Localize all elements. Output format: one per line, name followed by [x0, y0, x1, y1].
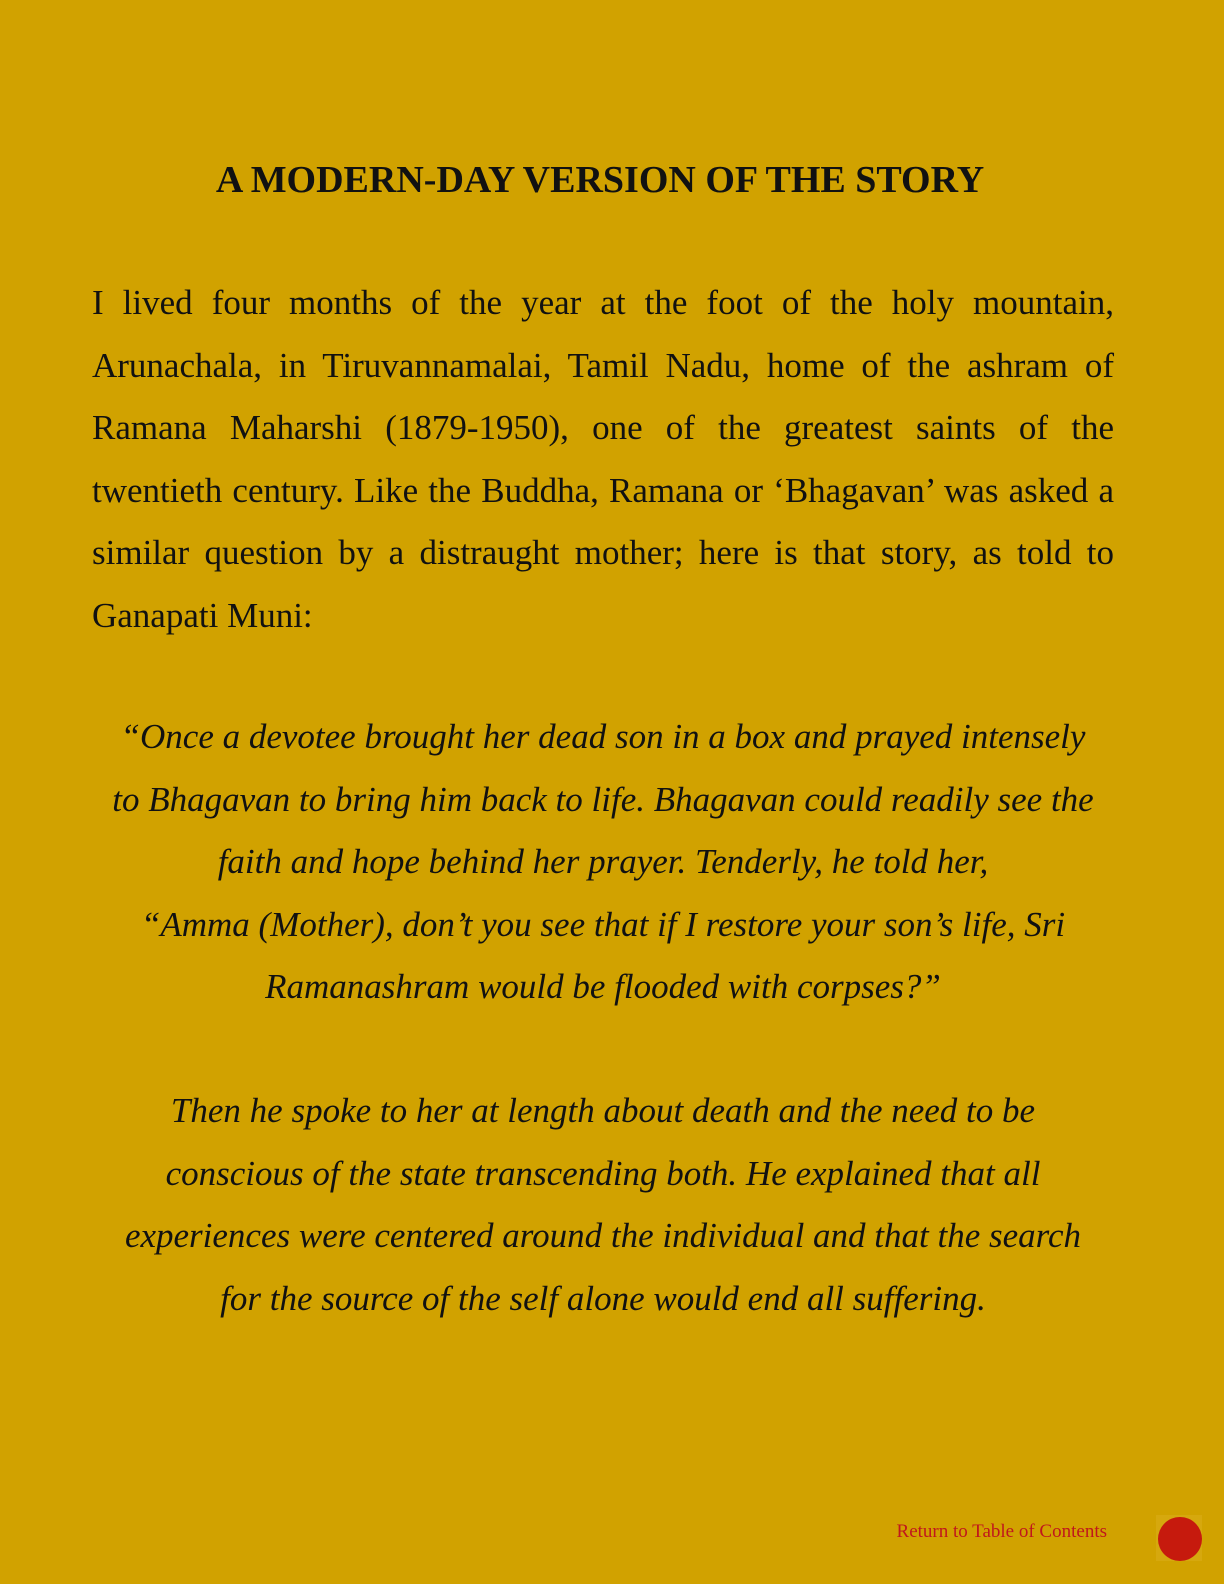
quote-line: faith and hope behind her prayer. Tenderly, he told her,: [217, 842, 989, 881]
quote-paragraph-1: [80, 706, 1126, 1019]
quote-line: “Once a devotee brought her dead son in a box and prayed intensely: [120, 717, 1086, 756]
quote-line: conscious of the state transcending both. He explained that all: [165, 1153, 1041, 1193]
quote-line: Ramanashram would be flooded with corpses?”: [265, 967, 941, 1006]
red-circle-icon: [1158, 1517, 1202, 1561]
page-title: A MODERN-DAY VERSION OF THE STORY: [215, 159, 985, 201]
quote-line: to Bhagavan to bring him back to life. Bhagavan could readily see the: [112, 779, 1094, 819]
intro-paragraph: I lived four months of the year at the foot of the holy mountain, Arunachala, in Tiruvannamalai, Tamil Nadu, home of the ashram of Ramana Maharshi (1879-1950), one of the greatest saints of the twentieth century. Like the Buddha, Ramana or ‘Bhagavan’ was asked a similar question by a distraught mother; here is that story, as told to Ganapati Muni:: [92, 283, 1114, 635]
nav-button[interactable]: [1156, 1515, 1202, 1561]
quote-line: Then he spoke to her at length about death and the need to be: [170, 1091, 1036, 1130]
quote-line: “Amma (Mother), don’t you see that if I restore your son’s life, Sri: [140, 904, 1066, 944]
return-to-toc-link[interactable]: Return to Table of Contents: [896, 1521, 1107, 1542]
quote-paragraph-2: [80, 1080, 1126, 1330]
quote-line: experiences were centered around the individual and that the search: [124, 1216, 1082, 1255]
quote-line: for the source of the self alone would end all suffering.: [220, 1278, 986, 1318]
